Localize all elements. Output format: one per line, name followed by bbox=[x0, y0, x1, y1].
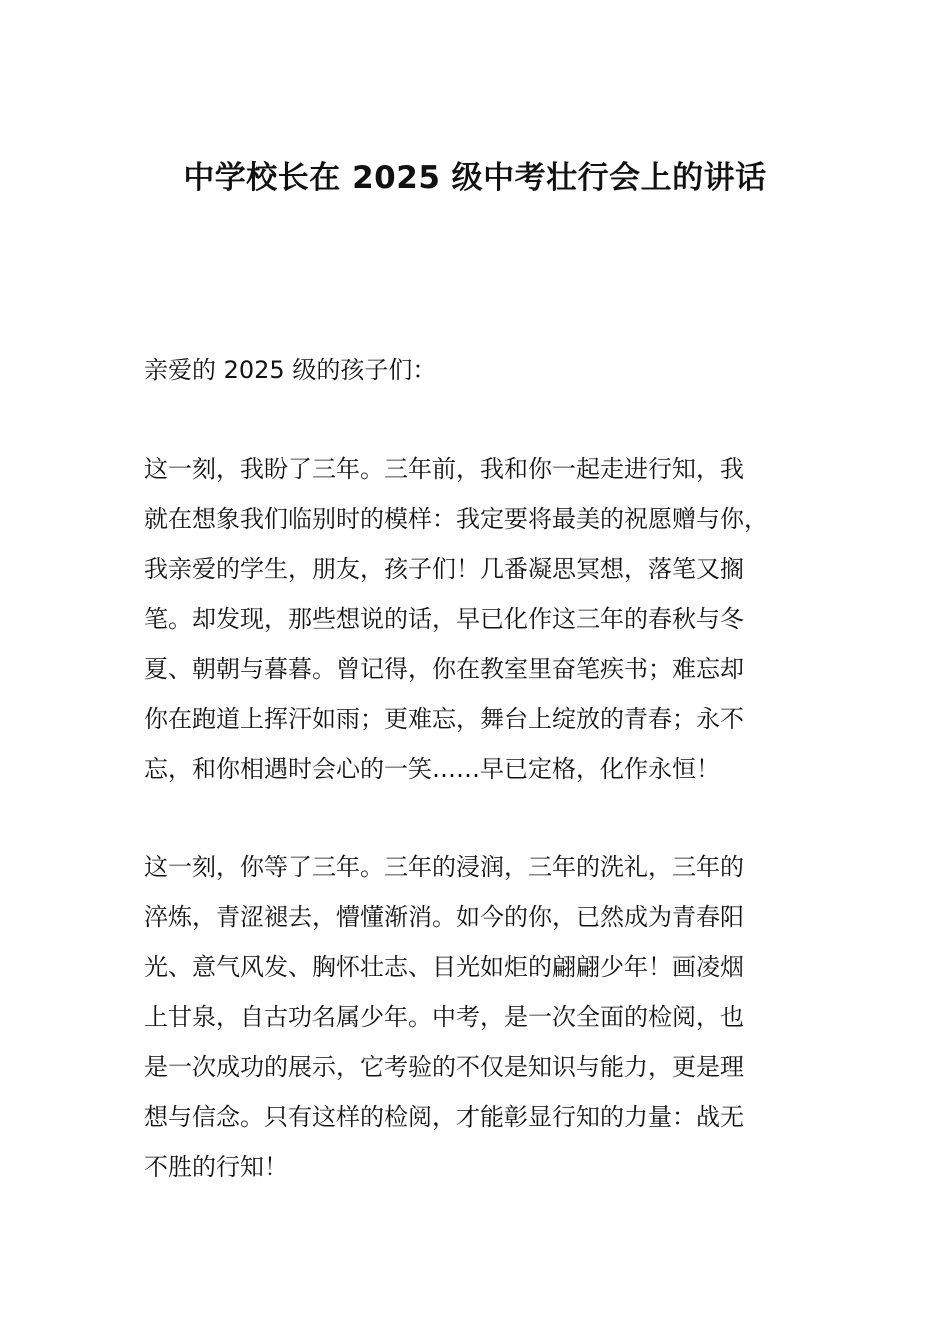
paragraph-line: 上甘泉，自古功名属少年。中考，是一次全面的检阅，也 bbox=[144, 1003, 744, 1031]
paragraph-line: 这一刻，我盼了三年。三年前，我和你一起走进行知，我 bbox=[144, 455, 744, 483]
paragraph-line: 这一刻，你等了三年。三年的浸润，三年的洗礼，三年的 bbox=[144, 853, 744, 881]
paragraph-line: 忘，和你相遇时会心的一笑……早已定格，化作永恒！ bbox=[144, 755, 720, 783]
paragraph-line: 我亲爱的学生，朋友，孩子们！几番凝思冥想，落笔又搁 bbox=[144, 555, 744, 583]
paragraph-1 bbox=[144, 444, 834, 794]
paragraph-line: 你在跑道上挥汗如雨；更难忘，舞台上绽放的青春；永不 bbox=[144, 705, 744, 733]
paragraph-line: 就在想象我们临别时的模样：我定要将最美的祝愿赠与你， bbox=[144, 505, 768, 533]
paragraph-line: 淬炼，青涩褪去，懵懂渐消。如今的你，已然成为青春阳 bbox=[144, 903, 744, 931]
paragraph-line: 想与信念。只有这样的检阅，才能彰显行知的力量：战无 bbox=[144, 1103, 744, 1131]
paragraph-line: 不胜的行知！ bbox=[144, 1153, 288, 1181]
paragraph-line: 光、意气风发、胸怀壮志、目光如炬的翩翩少年！画凌烟 bbox=[144, 953, 744, 981]
greeting: 亲爱的 2025 级的孩子们： bbox=[144, 356, 437, 384]
paragraph-2 bbox=[144, 842, 834, 1192]
paragraph-line: 夏、朝朝与暮暮。曾记得，你在教室里奋笔疾书；难忘却 bbox=[144, 655, 744, 683]
paragraph-line: 是一次成功的展示，它考验的不仅是知识与能力，更是理 bbox=[144, 1053, 744, 1081]
document-title: 中学校长在 2025 级中考壮行会上的讲话 bbox=[183, 160, 767, 196]
paragraph-line: 笔。却发现，那些想说的话，早已化作这三年的春秋与冬 bbox=[144, 605, 744, 633]
